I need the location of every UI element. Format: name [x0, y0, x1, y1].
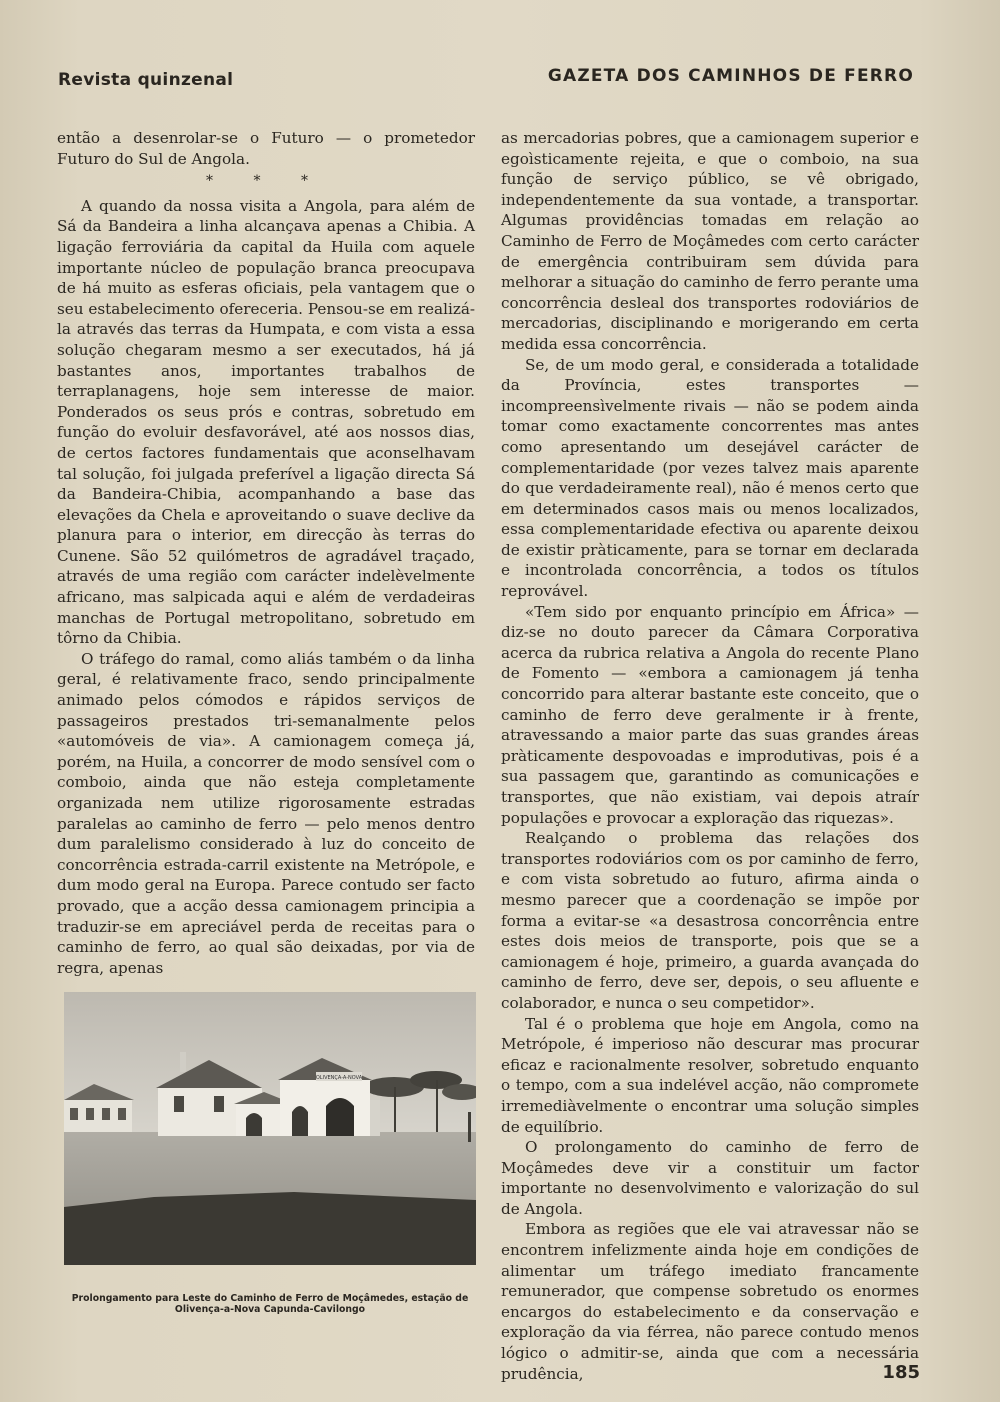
paragraph: «Tem sido por enquanto princípio em África» — diz-se no douto parecer da Câmara Corporativa acerca da rubrica relativa a Angola do recente Plano de Fomento — «embora a camionagem já tenha concorrido para alterar bastante este conceito, que o caminho de ferro deve geralmente ir à frente, atravessando a maior parte das suas grandes áreas pràticamente despovoadas e improdutivas, pois é a sua passagem que, garantindo as comunicações e transportes, que não existiam, vai depois atraír populações e provocar a exploração das riquezas». [501, 602, 919, 827]
station-sign-text: OLIVENÇA-A-NOVA [315, 1075, 363, 1081]
paragraph-continuation: as mercadorias pobres, que a camionagem superior e egoìsticamente rejeita, e que o comboio, na sua função de serviço público, se vê obrigado, independentemente da sua vontade, a transportar. Algumas providências tomadas em relação ao Caminho de Ferro de Moçâmedes com certo carácter de emergência contribuiram sem dúvida para melhorar a situação do caminho de ferro perante uma concorrência desleal dos transportes rodoviários de mercadorias, disciplinando e morigerando em certa medida essa concorrência. [501, 129, 919, 353]
paragraph: Se, de um modo geral, e considerada a totalidade da Província, estes transportes — incompreensìvelmente rivais — não se podem ainda tomar como exactamente concorrentes mas antes como apresentando um desejável carácter de complementaridade (por vezes talvez mais aparente do que verdadeiramente real), não é menos certo que em determinados casos mais ou menos localizados, essa complementaridade efectiva ou aparente deixou de existir pràticamente, para se tornar em declarada e incontrolada concorrência, a todos os títulos reprovável. [501, 355, 919, 601]
station-photo [64, 992, 476, 1265]
paragraph: Embora as regiões que ele vai atravessar não se encontrem infelizmente ainda hoje em condições de alimentar um tráfego imediato francamente remunerador, que compense sobretudo os enormes encargos do estabelecimento e da conservação e exploração da via férrea, não parece contudo menos lógico o admitir-se, ainda que com a necessária prudência, [501, 1220, 919, 1383]
station-photo-illustration [64, 992, 476, 1265]
paragraph-continuation: então a desenrolar-se o Futuro — o prometedor Futuro do Sul de Angola. [57, 129, 475, 168]
left-column [57, 128, 475, 978]
running-header-right: GAZETA DOS CAMINHOS DE FERRO [547, 66, 914, 86]
section-separator: * * * [206, 173, 326, 190]
right-column [501, 128, 919, 1384]
paragraph: O tráfego do ramal, como aliás também o da linha geral, é relativamente fraco, sendo principalmente animado pelos cómodos e rápidos serviços de passageiros prestados tri-semanalmente pelos «automóveis de via». A camionagem começa já, porém, na Huila, a concorrer de modo sensível com o comboio, ainda que não esteja completamente organizada nem utilize rigorosamente estradas paralelas ao caminho de ferro — pelo menos dentro dum paralelismo considerado à luz do conceito de concorrência estrada-carril existente na Metrópole, e dum modo geral na Europa. Parece contudo ser facto provado, que a acção dessa camionagem principia a traduzir-se em apreciável perda de receitas para o caminho de ferro, ao qual são deixadas, por via de regra, apenas [57, 649, 475, 977]
photo-caption: Prolongamento para Leste do Caminho de Ferro de Moçâmedes, estação de Olivença-a-Nova Capunda-Cavilongo [71, 1293, 469, 1315]
page-number: 185 [882, 1362, 920, 1383]
paragraph: O prolongamento do caminho de ferro de Moçâmedes deve vir a constituir um factor importante no desenvolvimento e valorização do sul de Angola. [501, 1138, 919, 1218]
paragraph: Realçando o problema das relações dos transportes rodoviários com os por caminho de ferro, e com vista sobretudo ao futuro, afirma ainda o mesmo parecer que a coordenação se impõe por forma a evitar-se «a desastrosa concorrência entre estes dois meios de transporte, pois que se a camionagem é hoje, primeiro, a guarda avançada do caminho de ferro, deve ser, depois, o seu afluente e colaborador, e nunca o seu competidor». [501, 829, 919, 1012]
paragraph: Tal é o problema que hoje em Angola, como na Metrópole, é imperioso não descurar mas procurar eficaz e racionalmente resolver, sobretudo enquanto o tempo, com a sua indelével acção, não compromete irremediàvelmente o encontrar uma solução simples de equilíbrio. [501, 1014, 919, 1136]
running-header-left: Revista quinzenal [58, 70, 234, 90]
paragraph: A quando da nossa visita a Angola, para além de Sá da Bandeira a linha alcançava apenas a Chibia. A ligação ferroviária da capital da Huila com aquele importante núcleo de população branca preocupava de há muito as esferas oficiais, pela vantagem que o seu estabelecimento ofereceria. Pensou-se em realizá-la através das terras da Humpata, e com vista a essa solução chegaram mesmo a ser executados, há já bastantes anos, importantes trabalhos de terraplanagens, hoje sem interesse de maior. Ponderados os seus prós e contras, sobretudo em função do evoluir desfavorável, até aos nossos dias, de certos factores fundamentais que aconselhavam tal solução, foi julgada preferível a ligação directa Sá da Bandeira-Chibia, acompanhando a base das elevações da Chela e aproveitando o suave declive da planura para o interior, em direcção às terras do Cunene. São 52 quilómetros de agradável traçado, através de uma região com carácter indelèvelmente africano, mas salpicada aqui e além de verdadeiras manchas de Portugal metropolitano, sobretudo em tôrno da Chibia. [57, 196, 476, 648]
